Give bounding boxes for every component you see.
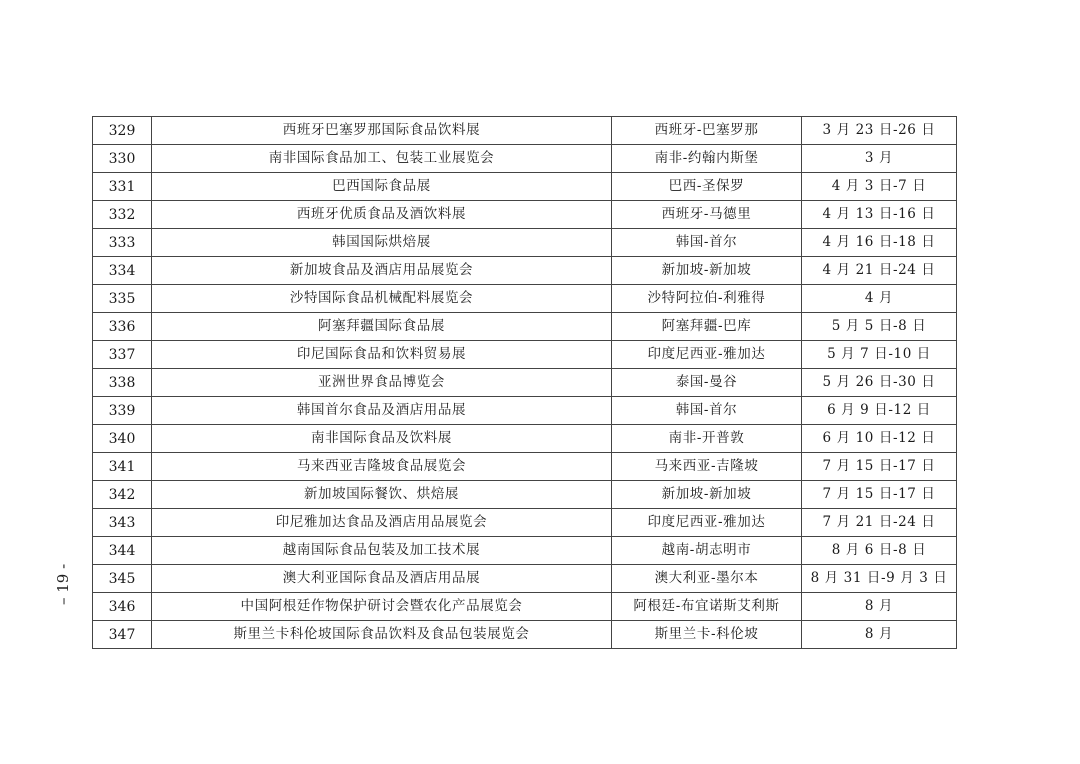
row-number: 345 [93,565,152,593]
row-number: 333 [93,229,152,257]
row-number: 343 [93,509,152,537]
row-number: 339 [93,397,152,425]
row-number: 330 [93,145,152,173]
exhibition-name: 南非国际食品及饮料展 [152,425,612,453]
table-row [93,173,957,201]
row-number: 335 [93,285,152,313]
exhibition-name: 越南国际食品包装及加工技术展 [152,537,612,565]
table-row [93,285,957,313]
table-row [93,313,957,341]
exhibition-location: 斯里兰卡-科伦坡 [612,621,802,649]
row-number: 347 [93,621,152,649]
table-row [93,257,957,285]
table-row [93,593,957,621]
exhibition-location: 西班牙-巴塞罗那 [612,117,802,145]
row-number: 337 [93,341,152,369]
row-number: 334 [93,257,152,285]
exhibition-date: 8 月 [802,593,957,621]
exhibition-location: 南非-约翰内斯堡 [612,145,802,173]
exhibition-location: 澳大利亚-墨尔本 [612,565,802,593]
exhibition-name: 韩国首尔食品及酒店用品展 [152,397,612,425]
table-row [93,397,957,425]
table-row [93,201,957,229]
exhibition-name: 澳大利亚国际食品及酒店用品展 [152,565,612,593]
table-row [93,565,957,593]
table-row [93,621,957,649]
row-number: 346 [93,593,152,621]
exhibition-name: 韩国国际烘焙展 [152,229,612,257]
exhibition-date: 7 月 21 日-24 日 [802,509,957,537]
exhibition-name: 南非国际食品加工、包装工业展览会 [152,145,612,173]
exhibition-date: 7 月 15 日-17 日 [802,481,957,509]
table-row [93,537,957,565]
exhibition-location: 阿根廷-布宜诺斯艾利斯 [612,593,802,621]
exhibition-date: 8 月 [802,621,957,649]
row-number: 329 [93,117,152,145]
table-row [93,453,957,481]
table-row [93,509,957,537]
exhibition-name: 印尼国际食品和饮料贸易展 [152,341,612,369]
table-row [93,425,957,453]
exhibition-date: 4 月 16 日-18 日 [802,229,957,257]
exhibition-name: 中国阿根廷作物保护研讨会暨农化产品展览会 [152,593,612,621]
exhibition-date: 4 月 3 日-7 日 [802,173,957,201]
exhibition-location: 印度尼西亚-雅加达 [612,341,802,369]
exhibition-location: 马来西亚-吉隆坡 [612,453,802,481]
table-row [93,117,957,145]
exhibition-location: 泰国-曼谷 [612,369,802,397]
row-number: 344 [93,537,152,565]
exhibition-location: 沙特阿拉伯-利雅得 [612,285,802,313]
table-row [93,229,957,257]
table-row [93,145,957,173]
exhibition-name: 阿塞拜疆国际食品展 [152,313,612,341]
row-number: 332 [93,201,152,229]
exhibition-name: 沙特国际食品机械配料展览会 [152,285,612,313]
row-number: 342 [93,481,152,509]
exhibition-location: 印度尼西亚-雅加达 [612,509,802,537]
exhibition-location: 韩国-首尔 [612,397,802,425]
exhibition-location: 新加坡-新加坡 [612,481,802,509]
exhibition-name: 斯里兰卡科伦坡国际食品饮料及食品包装展览会 [152,621,612,649]
exhibition-date: 8 月 6 日-8 日 [802,537,957,565]
exhibition-location: 韩国-首尔 [612,229,802,257]
page-number: – 19 - [54,563,72,605]
exhibition-date: 4 月 13 日-16 日 [802,201,957,229]
exhibition-date: 6 月 10 日-12 日 [802,425,957,453]
row-number: 341 [93,453,152,481]
exhibition-location: 巴西-圣保罗 [612,173,802,201]
row-number: 336 [93,313,152,341]
exhibition-name: 新加坡国际餐饮、烘焙展 [152,481,612,509]
exhibition-location: 阿塞拜疆-巴库 [612,313,802,341]
exhibition-name: 印尼雅加达食品及酒店用品展览会 [152,509,612,537]
exhibition-date: 7 月 15 日-17 日 [802,453,957,481]
exhibition-date: 4 月 21 日-24 日 [802,257,957,285]
exhibition-name: 巴西国际食品展 [152,173,612,201]
exhibition-name: 亚洲世界食品博览会 [152,369,612,397]
exhibition-name: 新加坡食品及酒店用品展览会 [152,257,612,285]
exhibition-name: 马来西亚吉隆坡食品展览会 [152,453,612,481]
row-number: 331 [93,173,152,201]
exhibition-location: 南非-开普敦 [612,425,802,453]
exhibition-date: 6 月 9 日-12 日 [802,397,957,425]
exhibition-date: 4 月 [802,285,957,313]
table-row [93,369,957,397]
exhibition-location: 越南-胡志明市 [612,537,802,565]
exhibition-date: 5 月 5 日-8 日 [802,313,957,341]
exhibition-table-body [93,117,957,649]
table-row [93,341,957,369]
exhibition-date: 3 月 [802,145,957,173]
exhibition-location: 新加坡-新加坡 [612,257,802,285]
exhibition-name: 西班牙巴塞罗那国际食品饮料展 [152,117,612,145]
table-row [93,481,957,509]
exhibition-table [92,116,957,649]
exhibition-date: 3 月 23 日-26 日 [802,117,957,145]
exhibition-date: 5 月 26 日-30 日 [802,369,957,397]
row-number: 338 [93,369,152,397]
exhibition-name: 西班牙优质食品及酒饮料展 [152,201,612,229]
row-number: 340 [93,425,152,453]
exhibition-location: 西班牙-马德里 [612,201,802,229]
exhibition-date: 5 月 7 日-10 日 [802,341,957,369]
exhibition-date: 8 月 31 日-9 月 3 日 [802,565,957,593]
